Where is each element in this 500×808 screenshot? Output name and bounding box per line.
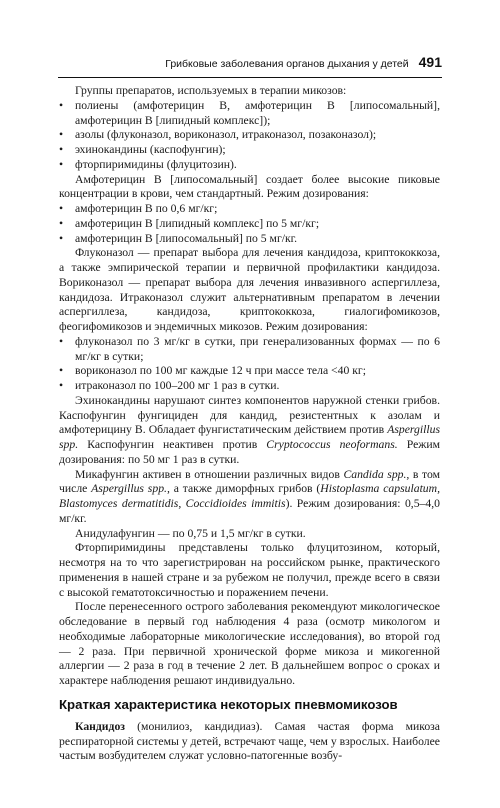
azoles-dosing-list	[59, 335, 440, 394]
section-heading: Краткая характеристика некоторых пневмомикозов	[59, 696, 398, 712]
running-header-title: Грибковые заболевания органов дыхания у детей	[165, 58, 409, 70]
header-rule	[58, 77, 442, 78]
page-body	[59, 84, 440, 764]
amphotericin-dosing-list	[59, 202, 440, 246]
list-item: • азолы (флуконазол, вориконазол, итраконазол, позаконазол);	[59, 128, 440, 143]
list-item: • вориконазол по 100 мг каждые 12 ч при массе тела <40 кг;	[59, 364, 440, 379]
paragraph-drug-groups: Группы препаратов, используемых в терапии микозов:	[75, 84, 347, 97]
paragraph-azoles: Флуконазол — препарат выбора для лечения кандидоза, криптококкоза, а также эмпирической терапии и первичной профилактики кандидоза. Вориконазол — препарат выбора для лечения инвазивного аспергиллеза, кандидоза. Итраконазол служит альтернативным препаратом в лечении аспергиллеза, кандидоза, криптококкоза, гиалогифомикозов, феогифомикозов и эндемичных микозов. Режим дозирования:	[59, 246, 440, 333]
list-item: • фторпиримидины (флуцитозин).	[59, 158, 440, 173]
paragraph-fluoropyrimidines: Фторпиримидины представлены только флуцитозином, который, несмотря на то что зарегистрирован на российском рынке, практического применения в нашей стране и за рубежом не получил, прежде всего в связи с высокой гематотоксичностью и поражением печени.	[59, 541, 440, 599]
paragraph-amphotericin: Амфотерицин В [липосомальный] создает более высокие пиковые концентрации в крови, чем стандартный. Режим дозирования:	[59, 172, 440, 201]
term-candidiasis: Кандидоз	[75, 719, 125, 733]
list-item: • амфотерицин В по 0,6 мг/кг;	[59, 202, 440, 217]
list-item: • итраконазол по 100–200 мг 1 раз в сутки.	[59, 379, 440, 394]
paragraph-micafungin: Микафунгин активен в отношении различных видов Candida spp., в том числе Aspergillus spp., а также диморфных грибов (Histoplasma capsulatum, Blastomyces dermatitidis, Coccidioides immitis). Режим дозирования: 0,5–4,0 мг/кг.	[59, 467, 441, 525]
list-item: • амфотерицин В [липидный комплекс] по 5 мг/кг;	[59, 217, 440, 232]
page-number: 491	[418, 54, 442, 70]
running-header	[58, 54, 442, 74]
list-item: • флуконазол по 3 мг/кг в сутки, при генерализованных формах — по 6 мг/кг в сутки;	[59, 335, 440, 365]
drug-groups-list	[59, 99, 440, 173]
list-item: • эхинокандины (каспофунгин);	[59, 143, 440, 158]
paragraph-anidulafungin: Анидулафунгин — по 0,75 и 1,5 мг/кг в сутки.	[75, 526, 306, 540]
list-item: • амфотерицин В [липосомальный] по 5 мг/кг.	[59, 232, 440, 247]
paragraph-echinocandins: Эхинокандины нарушают синтез компонентов наружной стенки грибов. Каспофунгин фунгициден для кандид, резистентных к азолам и амфотерицину В. Обладает фунгистатическим действием против Aspergillus spp. Каспофунгин неактивен против Cryptococcus neoformans. Режим дозирования: по 50 мг 1 раз в сутки.	[59, 393, 440, 466]
list-item: • полиены (амфотерицин В, амфотерицин В [липосомальный], амфотерицин В [липидный комплекс]);	[59, 99, 440, 129]
paragraph-follow-up: После перенесенного острого заболевания рекомендуют микологическое обследование в первый год наблюдения 4 раза (осмотр микологом и необходимые лабораторные микологические исследования), во второй год — 2 раза. При первичной хронической форме микоза и микогенной аллергии — 2 раза в год в течение 2 лет. В дальнейшем вопрос о сроках и характере наблюдения решают индивидуально.	[59, 600, 440, 687]
paragraph-candidiasis: Кандидоз (монилиоз, кандидиаз). Самая частая форма микоза респираторной системы у детей, встречают чаще, чем у взрослых. Наиболее частым возбудителем служат условно-патогенные возбу-	[59, 719, 440, 763]
